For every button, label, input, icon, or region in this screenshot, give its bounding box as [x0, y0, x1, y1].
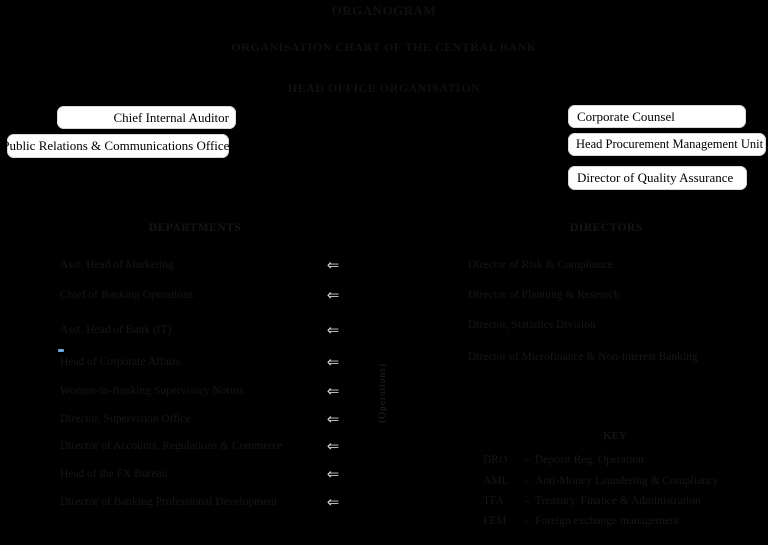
- list-item: Head of the FX Bureau: [60, 468, 168, 480]
- left-double-arrow-icon: ⇐: [326, 286, 340, 304]
- legend-desc: Treasury, Finance & Administration: [535, 495, 701, 507]
- legend-abbr: TFA: [483, 495, 504, 507]
- node-head-procurement: [568, 133, 766, 156]
- node-director-quality-assurance: [568, 166, 747, 190]
- legend-desc: Deposit Reg. Operation: [535, 454, 644, 466]
- legend-separator: –: [524, 495, 530, 507]
- legend-separator: –: [524, 454, 530, 466]
- legend-separator: –: [524, 475, 530, 487]
- chart-title: ORGANOGRAM: [331, 3, 437, 18]
- left-double-arrow-icon: ⇐: [326, 465, 340, 483]
- list-item: Director of Planning & Research: [468, 289, 620, 301]
- list-item: Head of Corporate Affairs: [60, 356, 181, 368]
- node-label: Director of Quality Assurance: [577, 170, 734, 185]
- list-item: Asst. Head of Bank (IT): [60, 324, 172, 336]
- legend-abbr: AML: [483, 475, 509, 487]
- legend-separator: –: [524, 515, 530, 527]
- list-item: Asst. Head of Marketing: [60, 259, 174, 271]
- legend-abbr: DRO: [483, 454, 508, 466]
- legend-abbr: FEM: [483, 515, 507, 527]
- node-label: Corporate Counsel: [577, 108, 675, 124]
- list-item: Director of Banking Professional Development: [60, 496, 278, 508]
- list-item: Director, Statistics Division: [468, 319, 596, 331]
- list-item: Director of Accounts, Regulations & Commerce: [60, 440, 283, 452]
- left-double-arrow-icon: ⇐: [326, 256, 340, 274]
- list-item: Director of Microfinance & Non-interest Banking: [468, 351, 698, 363]
- left-double-arrow-icon: ⇐: [326, 437, 340, 455]
- node-label: Public Relations & Communications Officer: [2, 138, 234, 153]
- left-double-arrow-icon: ⇐: [326, 410, 340, 428]
- list-item: Director, Supervision Office: [60, 413, 191, 425]
- node-corporate-counsel: [568, 105, 746, 128]
- left-double-arrow-icon: ⇐: [326, 382, 340, 400]
- legend-entry: [483, 475, 719, 487]
- list-item: Women-in-Banking Supervisory Norms: [60, 385, 244, 397]
- legend-desc: Foreign exchange management: [535, 515, 679, 527]
- chart-subtitle: ORGANISATION CHART OF THE CENTRAL BANK: [231, 40, 537, 54]
- rotated-side-label: (Operations): [378, 363, 388, 424]
- legend-entry: [483, 515, 679, 527]
- legend-desc: Anti-Money Laundering & Compliancy: [535, 475, 719, 487]
- right-column-header: DIRECTORS: [570, 222, 643, 234]
- left-double-arrow-icon: ⇐: [326, 493, 340, 511]
- legend-entry: [483, 495, 701, 507]
- node-label: Chief Internal Auditor: [113, 109, 229, 125]
- list-item: Chief of Banking Operations: [60, 289, 194, 301]
- left-column-header: DEPARTMENTS: [148, 222, 242, 234]
- list-item: Director of Risk & Compliance: [468, 259, 613, 271]
- blue-tick-mark: [58, 349, 64, 352]
- node-chief-internal-auditor: [57, 106, 236, 129]
- node-label: Head Procurement Management Unit: [576, 137, 764, 151]
- left-double-arrow-icon: ⇐: [326, 321, 340, 339]
- left-double-arrow-icon: ⇐: [326, 353, 340, 371]
- legend-header: KEY: [603, 430, 627, 442]
- legend-entry: [483, 454, 644, 466]
- chart-subtitle-2: HEAD OFFICE ORGANISATION: [287, 81, 481, 95]
- node-public-relations-officer: [2, 134, 234, 158]
